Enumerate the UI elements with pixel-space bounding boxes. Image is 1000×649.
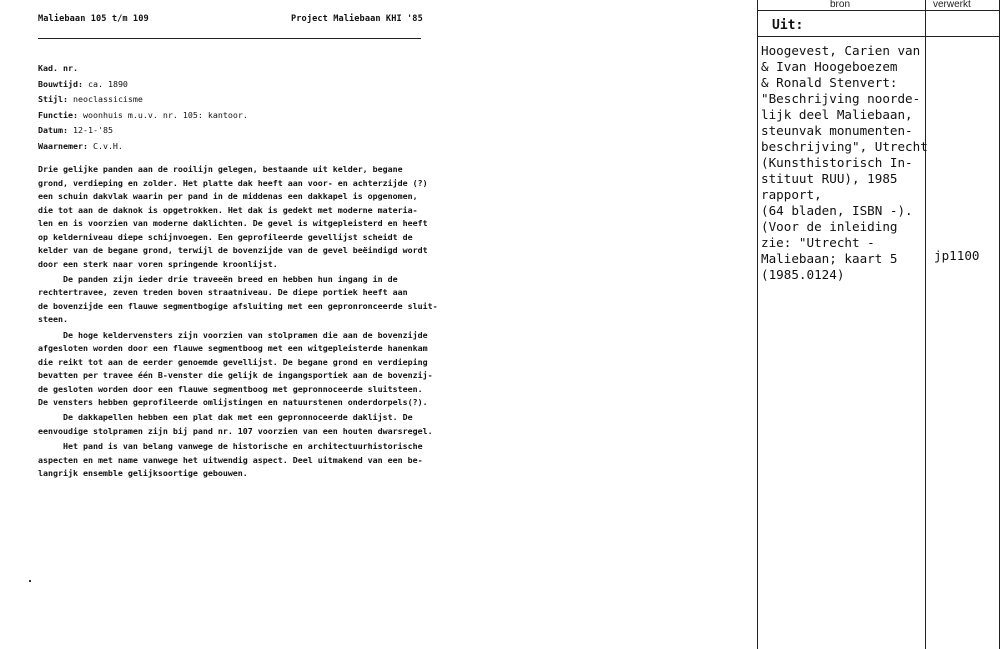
meta-key: Stijl: [38, 94, 68, 104]
meta-key: Bouwtijd: [38, 78, 83, 89]
meta-value: 12-1-'85 [72, 125, 113, 135]
paragraph: De dakkapellen hebben een plat dak met een gepronnoceerde daklijst. De eenvoudige stolpramen zijn bij pand nr. 107 voorzien van een houten dwarsregel. [38, 412, 433, 436]
source-citation: Hoogevest, Carien van & Ivan Hoogeboezem & Ronald Stenvert: "Beschrijving noorde- lijk deel Maliebaan, steunvak monumenten- beschrijving", Utrecht (Kunsthistorisch In- stituut RUU), 1985 rapport, (64 bladen, ISBN -). (Voor de inleiding zie: "Utrecht - Maliebaan; kaart 5 (1985.0124) [761, 43, 928, 282]
meta-key: Waarnemer: [38, 140, 88, 151]
paragraph: De hoge keldervensters zijn voorzien van stolpramen die aan de bovenzijde afgesloten worden door een flauwe segmentboog met een witgepleisterde hanenkam die reikt tot aan de eerder genoemde gevellijst. De begane grond en verdieping bevatten per travee één B-venster die gelijk de ingangsportiek aan de bovenzij- de gesloten worden door een flauwe segmentboog met gepronnoceerde sluitsteen. De vensters hebben geprofileerde omlijstingen en natuurstenen onderdorpels(?). [38, 329, 433, 408]
meta-row [38, 123, 248, 139]
meta-row [38, 139, 248, 155]
meta-value: ca. 1890 [87, 78, 128, 89]
sidebar-border-left [757, 0, 758, 649]
column-header-verwerkt: verwerkt [933, 0, 971, 10]
processed-code: jp1100 [934, 248, 980, 263]
paragraph: Drie gelijke panden aan de rooilijn gelegen, bestaande uit kelder, begane grond, verdieping en zolder. Het platte dak heeft aan voor- en achterzijde (?) een schuin dakvlak waarin per pand in de middenas een dakkapel is opgenomen, die tot aan de daknok is opgetrokken. Het dak is gedekt met moderne materia- len en is voorzien van moderne daklichten. De gevel is witgepleisterd en heeft op kelderniveau diepe schijnvoegen. Een geprofileerde gevellijst scheidt de kelder van de begane grond, terwijl de bovenzijde van de gevel beëindigd wordt door een sterk naar voren springende kroonlijst. [38, 164, 428, 269]
metadata-block [38, 61, 248, 154]
meta-value: woonhuis m.u.v. nr. 105: kantoor. [82, 109, 248, 120]
meta-key: Kad. nr. [38, 63, 78, 73]
column-header-bron: bron [830, 0, 851, 10]
header-rule [38, 38, 421, 39]
meta-row [38, 77, 248, 93]
meta-key: Datum: [38, 125, 68, 135]
description-body [38, 163, 458, 482]
sidebar-header-rule [757, 10, 1000, 11]
meta-value: neoclassicisme [72, 94, 143, 104]
scan-speck [29, 580, 31, 582]
paragraph: De panden zijn ieder drie traveeën breed en hebben hun ingang in de rechtertravee, zeven treden boven straatniveau. De diepe portiek heeft aan de bovenzijde een flauwe segmentbogige afsluiting met een gepronronceerde sluit- steen. [38, 273, 438, 325]
meta-row [38, 108, 248, 124]
meta-row [38, 92, 248, 108]
header-address: Maliebaan 105 t/m 109 [38, 14, 149, 24]
paragraph: Het pand is van belang vanwege de historische en architectuurhistorische aspecten en met name vanwege het uitwendig aspect. Deel uitmakend van een be- langrijk ensemble gelijksoortige gebouwen. [38, 441, 423, 479]
header-project: Project Maliebaan KHI '85 [291, 14, 423, 24]
meta-row [38, 61, 248, 77]
meta-key: Functie: [38, 109, 78, 120]
meta-value: C.v.H. [92, 140, 123, 151]
uit-label: Uit: [772, 18, 804, 33]
uit-rule [757, 36, 1000, 37]
